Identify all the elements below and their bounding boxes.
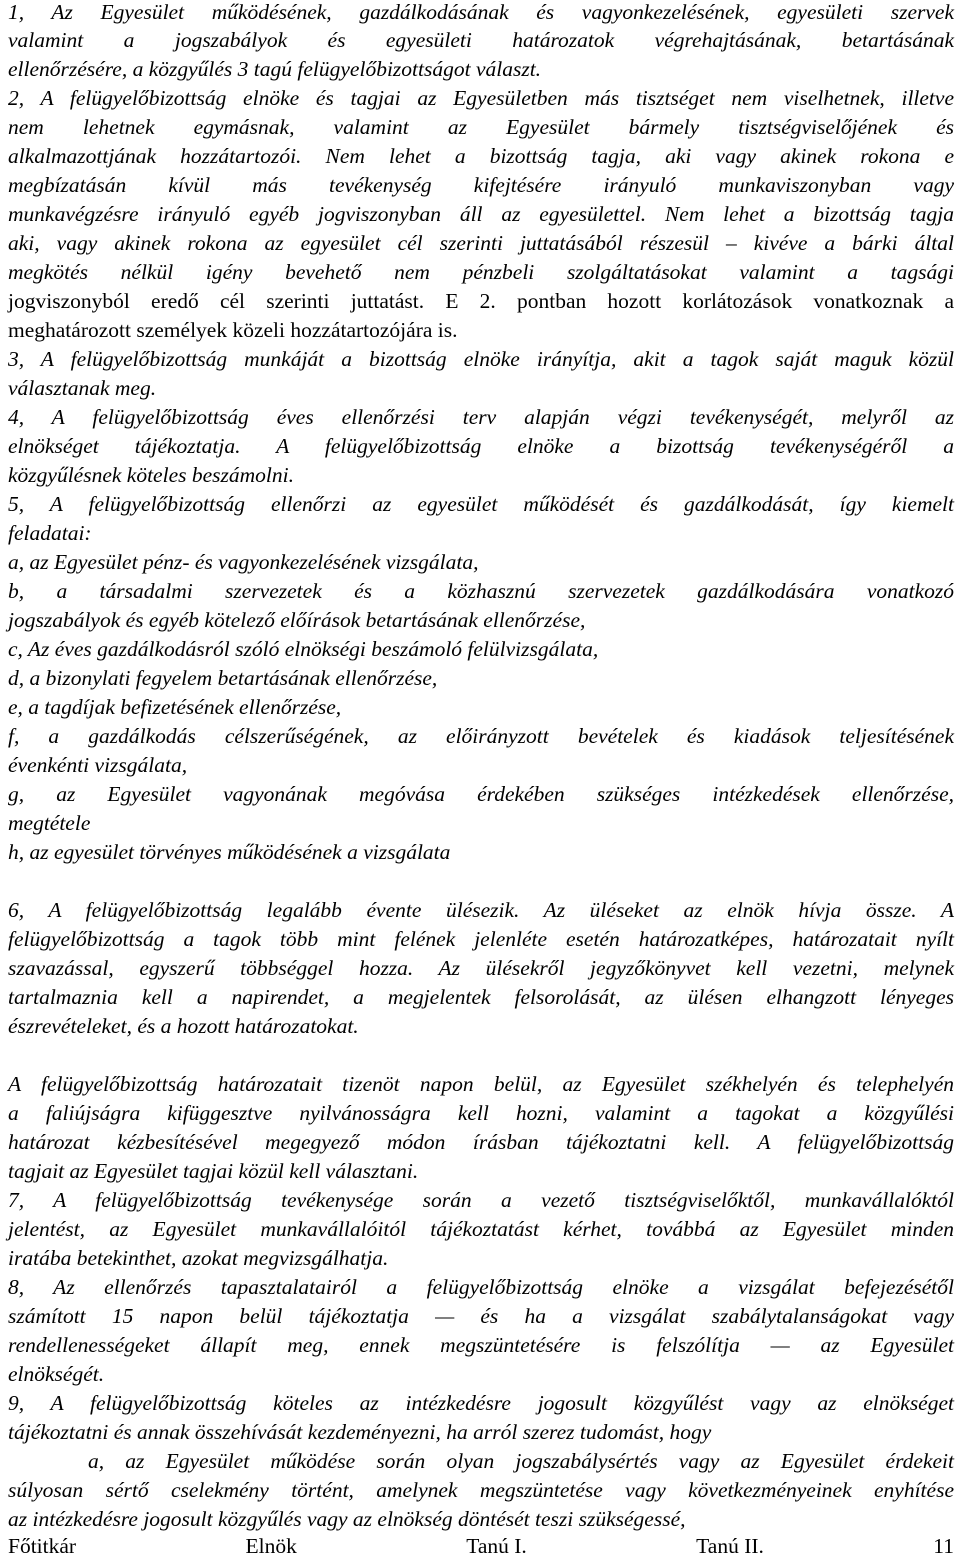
text-line: valamint a jogszabályok és egyesületi határozatok végrehajtásának, betartásának — [8, 28, 954, 52]
text-line: e, a tagdíjak befizetésének ellenőrzése, — [8, 695, 342, 719]
text-line: elnökséget tájékoztatja. A felügyelőbizottság elnöke a bizottság tevékenységéről a — [8, 434, 954, 458]
text-line: felügyelőbizottság a tagok több mint felének jelenléte esetén határozatképes, határozatait nyílt — [8, 927, 954, 951]
text-line: 1, Az Egyesület működésének, gazdálkodásának és vagyonkezelésének, egyesületi szervek — [8, 0, 954, 24]
text-line: a, az Egyesület működése során olyan jogszabálysértés vagy az Egyesület érdekeit — [88, 1449, 954, 1473]
text-line: megkötés nélkül igény bevehető nem pénzbeli szolgáltatásokat valamint a tagsági — [8, 260, 954, 284]
text-line: jogviszonyból eredő cél szerinti juttatást. E 2. pontban hozott korlátozások vonatkoznak a — [8, 289, 954, 313]
text-line: tájékoztatni és annak összehívását kezdeményezni, ha arról szerez tudomást, hogy — [8, 1420, 712, 1444]
text-line: h, az egyesület törvényes működésének a vizsgálata — [8, 840, 451, 864]
text-line: tagjait az Egyesület tagjai közül kell választani. — [8, 1159, 419, 1183]
text-line: d, a bizonylati fegyelem betartásának ellenőrzése, — [8, 666, 438, 690]
text-line: 5, A felügyelőbizottság ellenőrzi az egyesület működését és gazdálkodását, így kiemelt — [8, 492, 954, 516]
text-line: 6, A felügyelőbizottság legalább évente ülésezik. Az üléseket az elnök hívja össze. A — [8, 898, 954, 922]
text-line: f, a gazdálkodás célszerűségének, az előirányzott bevételek és kiadások teljesítésének — [8, 724, 954, 748]
text-line: b, a társadalmi szervezetek és a közhasznú szervezetek gazdálkodására vonatkozó — [8, 579, 954, 603]
text-line: évenkénti vizsgálata, — [8, 753, 188, 777]
text-line: feladatai: — [8, 521, 92, 545]
text-line: határozat kézbesítésével megegyező módon írásban tájékoztatni kell. A felügyelőbizottság — [8, 1130, 954, 1154]
text-line: súlyosan sértő cselekmény történt, amelynek megszüntetése vagy következményeinek enyhítése — [8, 1478, 954, 1502]
text-line: c, Az éves gazdálkodásról szóló elnökségi beszámoló felülvizsgálata, — [8, 637, 599, 661]
text-line: a, az Egyesület pénz- és vagyonkezelésének vizsgálata, — [8, 550, 479, 574]
text-line: aki, vagy akinek rokona az egyesület cél szerinti juttatásából részesül – kivéve a bárki által — [8, 231, 954, 255]
footer-page-number: 11 — [933, 1534, 954, 1558]
text-line: megbízatásán kívül más tevékenység kifejtésére irányuló munkaviszonyban vagy — [8, 173, 954, 197]
text-line: számított 15 napon belül tájékoztatja — és ha a vizsgálat szabálytalanságokat vagy — [8, 1304, 954, 1328]
footer-president: Elnök — [245, 1534, 297, 1558]
text-line: rendellenességeket állapít meg, ennek megszüntetésére is felszólítja — az Egyesület — [8, 1333, 954, 1357]
text-line: 9, A felügyelőbizottság köteles az intézkedésre jogosult közgyűlést vagy az elnökséget — [8, 1391, 954, 1415]
text-line: iratába betekinthet, azokat megvizsgálhatja. — [8, 1246, 389, 1270]
text-line: alkalmazottjának hozzátartozói. Nem lehet a bizottság tagja, aki vagy akinek rokona e — [8, 144, 954, 168]
text-line: g, az Egyesület vagyonának megóvása érdekében szükséges intézkedések ellenőrzése, — [8, 782, 954, 806]
page-footer — [8, 1532, 954, 1561]
text-line: 8, Az ellenőrzés tapasztalatairól a felügyelőbizottság elnöke a vizsgálat befejezésétől — [8, 1275, 954, 1299]
text-line: választanak meg. — [8, 376, 157, 400]
footer-witness-2: Tanú II. — [696, 1534, 764, 1558]
text-line: ellenőrzésére, a közgyűlés 3 tagú felügyelőbizottságot választ. — [8, 57, 542, 81]
text-line: 2, A felügyelőbizottság elnöke és tagjai az Egyesületben más tisztséget nem viselhetnek, illetve — [8, 86, 954, 110]
text-line: a faliújságra kifüggesztve nyilvánosságra kell hozni, valamint a tagokat a közgyűlési — [8, 1101, 954, 1125]
text-line: észrevételeket, és a hozott határozatokat. — [8, 1014, 359, 1038]
text-line: 4, A felügyelőbizottság éves ellenőrzési terv alapján végzi tevékenységét, melyről az — [8, 405, 954, 429]
text-line: elnökségét. — [8, 1362, 105, 1386]
text-line: nem lehetnek egymásnak, valamint az Egyesület bármely tisztségviselőjének és — [8, 115, 954, 139]
text-line: jelentést, az Egyesület munkavállalóitól tájékoztatást kérhet, továbbá az Egyesület minden — [8, 1217, 954, 1241]
text-line: az intézkedésre jogosult közgyűlés vagy az elnökség döntését teszi szükségessé, — [8, 1507, 686, 1531]
text-line: közgyűlésnek köteles beszámolni. — [8, 463, 294, 487]
text-line: megtétele — [8, 811, 91, 835]
text-line: tartalmaznia kell a napirendet, a megjelentek felsorolását, az ülésen elhangzott lényeges — [8, 985, 954, 1009]
text-line: 3, A felügyelőbizottság munkáját a bizottság elnöke irányítja, akit a tagok saját maguk közül — [8, 347, 954, 371]
text-line: meghatározott személyek közeli hozzátartozójára is. — [8, 318, 458, 342]
text-line: A felügyelőbizottság határozatait tizenöt napon belül, az Egyesület székhelyén és telephelyén — [8, 1072, 954, 1096]
footer-secretary: Főtitkár — [8, 1534, 77, 1558]
text-line: munkavégzésre irányuló egyéb jogviszonyban áll az egyesülettel. Nem lehet a bizottság tagja — [8, 202, 954, 226]
text-line: jogszabályok és egyéb kötelező előírások betartásának ellenőrzése, — [8, 608, 586, 632]
footer-witness-1: Tanú I. — [466, 1534, 527, 1558]
text-line: szavazással, egyszerű többséggel hozza. Az ülésekről jegyzőkönyvet kell vezetni, melynek — [8, 956, 954, 980]
text-line: 7, A felügyelőbizottság tevékenysége során a vezető tisztségviselőktől, munkavállalóktól — [8, 1188, 954, 1212]
